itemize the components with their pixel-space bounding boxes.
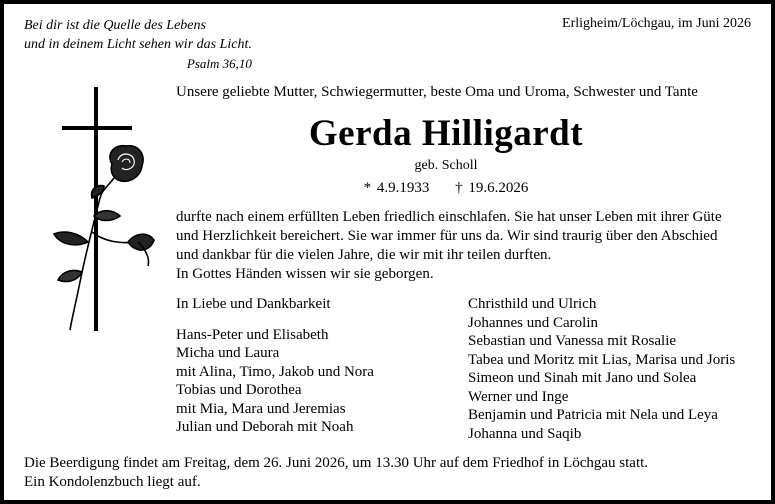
- funeral-notice: [24, 454, 648, 492]
- deceased-name: Gerda Hilligardt: [308, 113, 584, 154]
- mourners-right-column: [468, 295, 735, 443]
- mourner-entry: mit Alina, Timo, Jakob und Nora: [176, 363, 374, 380]
- mourner-entry: Tobias und Dorothea: [176, 382, 302, 398]
- mourner-entry: Julian und Deborah mit Noah: [176, 419, 354, 435]
- mourner-entry: Tabea und Moritz mit Lias, Marisa und Joris: [468, 351, 736, 368]
- psalm-reference: Psalm 36,10: [186, 56, 252, 71]
- funeral-details: Die Beerdigung findet am Freitag, dem 26. Juni 2026, um 13.30 Uhr auf dem Friedhof in Löchgau statt.: [24, 455, 649, 471]
- cross-and-rose-illustration: [42, 82, 162, 332]
- text-line: und dankbar für die vielen Jahre, die wir mit ihr teilen durften.: [176, 247, 552, 263]
- place-date: Erligheim/Löchgau, im Juni 2026: [562, 16, 751, 31]
- condolence-note: Ein Kondolenzbuch liegt auf.: [24, 474, 201, 490]
- text-line: durfte nach einem erfüllten Leben friedlich einschlafen. Sie hat unser Leben mit ihrer Güte: [176, 209, 722, 225]
- mourners-heading: In Liebe und Dankbarkeit: [176, 296, 331, 312]
- text-line: und Herzlichkeit bereichert. Sie war immer für uns da. Wir sind traurig über den Abschied: [176, 228, 718, 244]
- mourner-entry: Simeon und Sinah mit Jano und Solea: [468, 370, 697, 386]
- mourner-entry: Christhild und Ulrich: [468, 296, 597, 312]
- mourner-entry: Hans-Peter und Elisabeth: [176, 326, 329, 343]
- obituary-text: [176, 208, 756, 284]
- mourner-entry: Benjamin und Patricia mit Nela und Leya: [468, 407, 718, 423]
- mourner-entry: mit Mia, Mara und Jeremias: [176, 400, 346, 417]
- birth-date: * 4.9.1933: [363, 180, 430, 196]
- mourners-left-column: [176, 295, 374, 437]
- mourner-entry: Johannes und Carolin: [468, 314, 598, 331]
- text-line: In Gottes Händen wissen wir sie geborgen.: [176, 266, 434, 282]
- psalm-line-2: und in deinem Licht sehen wir das Licht.: [24, 37, 252, 52]
- life-dates: [176, 180, 716, 197]
- psalm-line-1: Bei dir ist die Quelle des Lebens: [24, 18, 206, 33]
- intro-line: Unsere geliebte Mutter, Schwiegermutter, beste Oma und Uroma, Schwester und Tante: [176, 84, 698, 100]
- psalm-quote: [24, 16, 252, 73]
- rose-icon: [54, 146, 154, 330]
- mourner-entry: Micha und Laura: [176, 345, 280, 361]
- mourner-entry: Sebastian und Vanessa mit Rosalie: [468, 333, 677, 349]
- death-date: † 19.6.2026: [455, 180, 529, 196]
- birth-name: geb. Scholl: [414, 158, 478, 173]
- mourner-entry: Johanna und Saqib: [468, 425, 582, 442]
- mourner-entry: Werner und Inge: [468, 388, 569, 405]
